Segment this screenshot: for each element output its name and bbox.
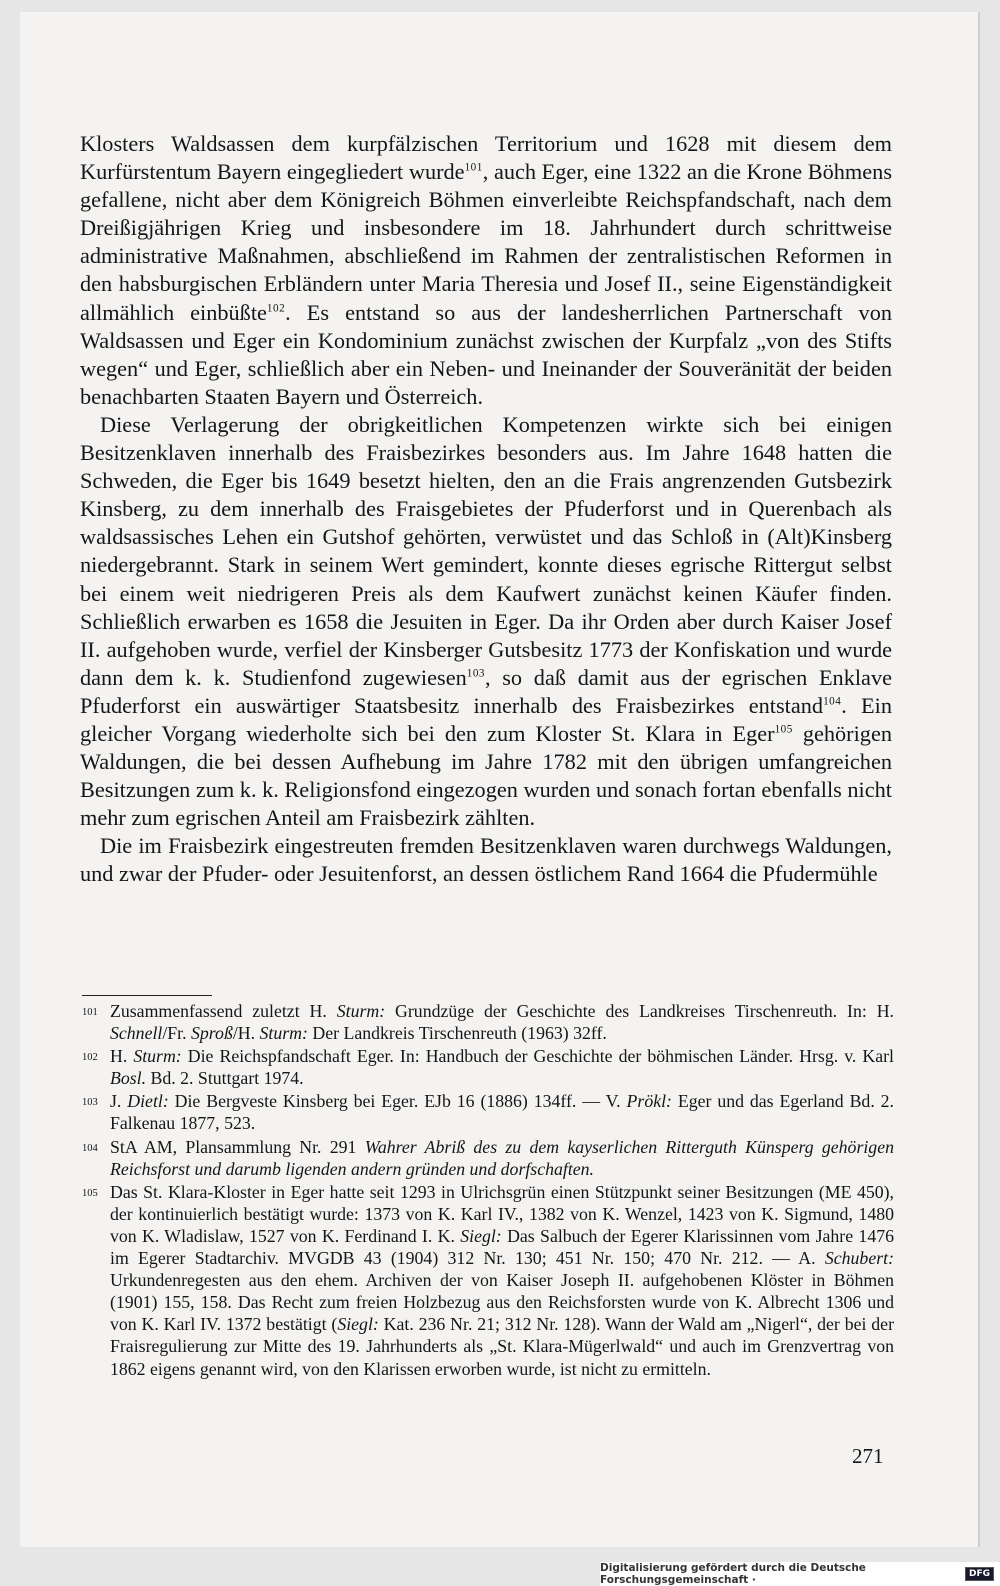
footnote-102: 102 H. Sturm: Die Reichspfandschaft Eger. In: Handbuch der Geschichte der böhmischen Länder. Hrsg. v. Karl Bosl. Bd. 2. Stuttgart 1974. — [82, 1046, 895, 1089]
footnote-number: 103 — [82, 1097, 98, 1109]
paragraph-1: Klosters Waldsassen dem kurpfälzischen Territorium und 1628 mit diesem dem Kurfürstentum Bayern eingegliedert wurde$^{101}$, auch Eger, eine 1322 an die Krone Böhmens gefallene, nicht aber dem Königreich Böhmen einverleibte Reichspfandschaft, nach dem Dreißigjährigen Krieg und insbesondere im 18. Jahrhundert durch schrittweise administrative Maßnahmen, abschließend im Rahmen der zentralistischen Reformen in den habsburgischen Erbländern unter Maria Theresia und Josef II., seine Eigenständigkeit allmählich einbüßte$^{102}$. Es entstand so aus der landesherrlichen Partnerschaft von Waldsassen und Eger ein Kondominium zunächst zwischen der Kurpfalz „von des Stifts wegen“ und Eger, schließlich aber ein Neben- und Ineinander der Souveränität der beiden benachbarten Staaten Bayern und Österreich. — [80, 131, 892, 409]
footer-credit: Digitalisierung gefördert durch die Deutsche Forschungsgemeinschaft · — [600, 1562, 866, 1586]
footnote-ref[interactable]: 103 — [466, 667, 485, 680]
paragraph-2: Diese Verlagerung der obrigkeitlichen Kompetenzen wirkte sich bei einigen Besitzenklaven innerhalb des Fraisbezirkes besonders aus. Im Jahre 1648 hatten die Schweden, die Eger bis 1649 besetzt hielten, den an die Frais angrenzenden Gutsbezirk Kinsberg, zu dem innerhalb des Fraisgebietes der Pfuderforst und in Querenbach als waldsassisches Lehen ein Gutshof gehörten, verwüstet und das Schloß in (Alt)Kinsberg niedergebrannt. Stark in seinem Wert gemindert, konnte dieses egrische Rittergut selbst bei einem weit niedrigeren Preis als dem Kaufwert zunächst keinen Käufer finden. Schließlich erwarben es 1658 die Jesuiten in Eger. Da ihr Orden aber durch Kaiser Josef II. aufgehoben wurde, verfiel der Kinsberger Gutsbesitz 1773 der Konfiskation und wurde dann dem k. k. Studienfond zugewiesen$^{103}$, so daß damit aus der egrischen Enklave Pfuderforst ein auswärtiger Staatsbesitz innerhalb des Fraisbezirkes entstand$^{104}$. Ein gleicher Vorgang wiederholte sich bei den zum Kloster St. Klara in Eger$^{105}$ gehörigen Waldungen, die bei dessen Aufhebung im Jahre 1782 mit den übrigen umfangreichen Besitzungen zum k. k. Religionsfond eingezogen wurden und sonach fortan ebenfalls nicht mehr zum egrischen Anteil am Fraisbezirk zählten. — [80, 411, 892, 831]
paragraph-3: Die im Fraisbezirk eingestreuten fremden Besitzenklaven waren durchwegs Waldungen, und zwar der Pfuder- oder Jesuitenforst, an dessen östlichem Rand 1664 die Pfudermühle — [80, 833, 892, 887]
footnote-103: 103 J. Dietl: Die Bergveste Kinsberg bei Eger. EJb 16 (1886) 134ff. — V. Prökl: Eger und das Egerland Bd. 2. Falkenau 1877, 523. — [82, 1091, 894, 1134]
footnote-104: 104 StA AM, Plansammlung Nr. 291 Wahrer Abriß des zu dem kayserlichen Ritterguth Künsperg gehörigen Reichsforst und darumb ligenden andern gründen und dorfschaften. — [82, 1136, 894, 1179]
book-page — [20, 12, 978, 1547]
footnote-number: 102 — [82, 1052, 98, 1064]
main-text — [80, 130, 892, 889]
dfg-logo: DFG — [965, 1567, 994, 1581]
footnote-101: 101 Zusammenfassend zuletzt H. Sturm: Grundzüge der Geschichte des Landkreises Tirschenreuth. In: H. Schnell/Fr. Sproß/H. Sturm: Der Landkreis Tirschenreuth (1963) 32ff. — [82, 1001, 894, 1044]
footnote-ref[interactable]: 105 — [774, 723, 793, 736]
footnotes — [82, 1000, 894, 1381]
footnote-number: 101 — [82, 1007, 98, 1018]
footnote-ref[interactable]: 104 — [823, 695, 842, 708]
footnote-ref[interactable]: 101 — [464, 161, 483, 174]
digitization-footer — [600, 1562, 1000, 1586]
footnote-ref[interactable]: 102 — [266, 302, 286, 315]
footnote-separator — [82, 995, 212, 996]
footnote-number: 105 — [82, 1187, 98, 1199]
footnote-105: 105 Das St. Klara-Kloster in Eger hatte seit 1293 in Ulrichsgrün einen Stützpunkt seiner Besitzungen (ME 450), der kontinuierlich bestätigt wurde: 1373 von K. Karl IV., 1382 von K. Wenzel, 1423 von K. Sigmund, 1480 von K. Wladislaw, 1527 von K. Ferdinand I. K. Siegl: Das Salbuch der Egerer Klarissinnen vom Jahre 1476 im Egerer Stadtarchiv. MVGDB 43 (1904) 312 Nr. 130; 451 Nr. 150; 470 Nr. 212. — A. Schubert: Urkundenregesten aus den ehem. Archiven der von Kaiser Joseph II. aufgehobenen Klöster in Böhmen (1901) 155, 158. Das Recht zum freien Holzbezug aus den Reichsforsten wurde von K. Albrecht 1306 und von K. Karl IV. 1372 bestätigt (Siegl: Kat. 236 Nr. 21; 312 Nr. 128). Wann der Wald am „Nigerl“, der bei der Fraisregulierung zur Mitte des 19. Jahrhunderts als „St. Klara-Mügerlwald“ und auch im Grenzvertrag von 1862 eigens genannt wird, von den Klarissen erworben wurde, ist nicht zu ermitteln. — [82, 1181, 894, 1379]
footnote-number: 104 — [82, 1142, 98, 1154]
page-number: 271 — [852, 1444, 884, 1468]
